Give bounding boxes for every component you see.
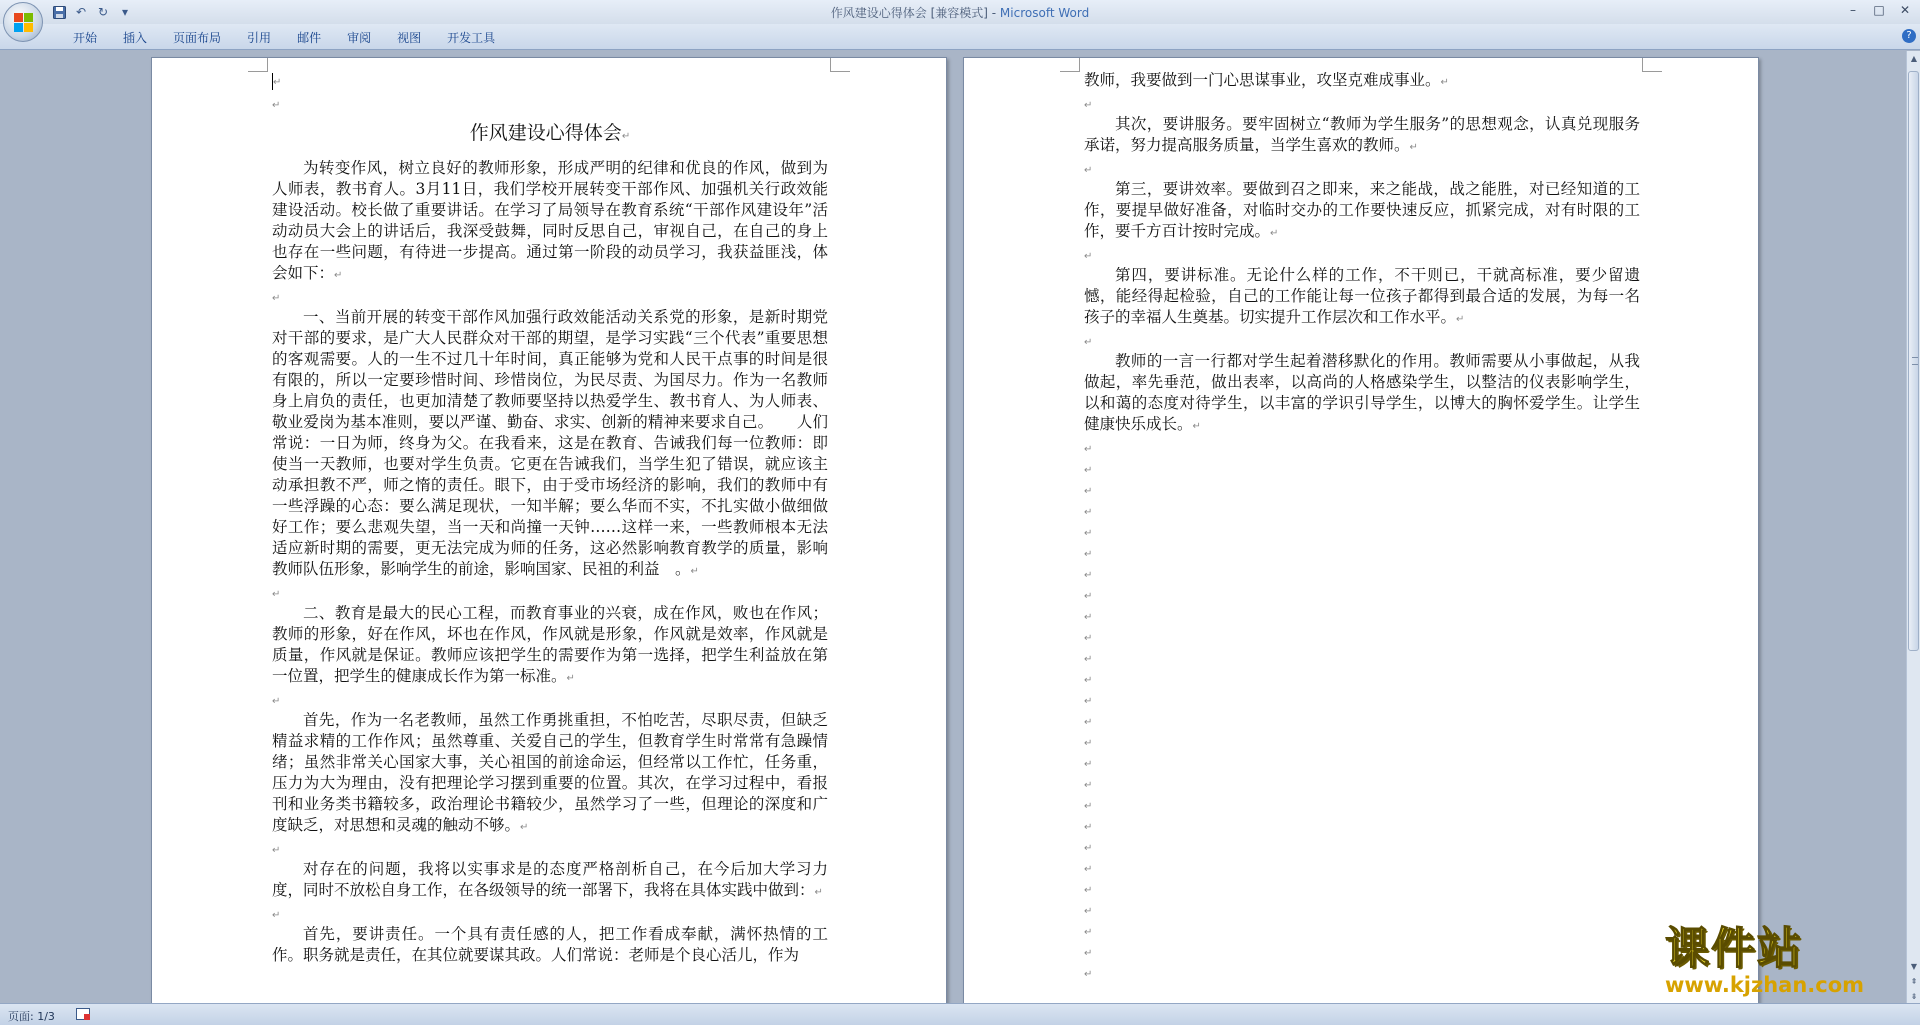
- tab-view[interactable]: 视图: [397, 31, 422, 45]
- margin-corner-mark: [830, 58, 850, 72]
- paragraph-mark: ↵: [1084, 822, 1093, 833]
- paragraph-mark: ↵: [814, 887, 823, 898]
- tab-references[interactable]: 引用: [247, 31, 272, 45]
- paragraph-text: 第四，要讲标准。无论什么样的工作，不干则已，干就高标准，要少留遗憾，能经得起检验，自己的工作能让每一位孩子都得到最合适的发展，为每一名孩子的幸福人生奠基。切实提升工作层次和工作水平。: [1084, 266, 1640, 326]
- empty-paragraph: [1084, 962, 1640, 983]
- paragraph: [272, 924, 828, 966]
- help-icon[interactable]: ?: [1902, 29, 1916, 43]
- document-title: 作风建设心得体会 [兼容模式] -: [830, 6, 1000, 20]
- status-bar: [0, 1003, 1920, 1025]
- proofing-error-icon[interactable]: [76, 1008, 90, 1020]
- paragraph-mark: ↵: [1084, 906, 1093, 917]
- empty-paragraph: [1084, 563, 1640, 584]
- paragraph-mark: ↵: [1084, 864, 1093, 875]
- title-text: 作风建设心得体会: [469, 122, 622, 144]
- paragraph-mark: ↵: [272, 910, 281, 921]
- paragraph-mark: ↵: [1084, 696, 1093, 707]
- tab-insert[interactable]: 插入: [123, 31, 148, 45]
- paragraph-mark: ↵: [273, 77, 282, 88]
- scrollbar-thumb[interactable]: [1908, 71, 1919, 651]
- watermark-site-name: 课件站: [1665, 923, 1803, 974]
- paragraph-mark: ↵: [1084, 927, 1093, 938]
- paragraph-mark: ↵: [1084, 100, 1093, 111]
- empty-paragraph: [1084, 521, 1640, 542]
- paragraph-mark: ↵: [1084, 738, 1093, 749]
- empty-paragraph: [1084, 794, 1640, 815]
- paragraph-mark: ↵: [1084, 969, 1093, 980]
- paragraph-mark: ↵: [272, 845, 281, 856]
- maximize-button[interactable]: □: [1873, 3, 1885, 17]
- tab-mailings[interactable]: 邮件: [297, 31, 322, 45]
- customize-qat-icon[interactable]: ▾: [121, 5, 129, 19]
- document-page-1[interactable]: [151, 57, 947, 1003]
- paragraph-mark: ↵: [1084, 780, 1093, 791]
- paragraph-mark: ↵: [1084, 570, 1093, 581]
- empty-paragraph: [1084, 689, 1640, 710]
- empty-paragraph: [1084, 836, 1640, 857]
- paragraph-mark: ↵: [1084, 528, 1093, 539]
- paragraph: [272, 158, 828, 286]
- empty-paragraph: [1084, 857, 1640, 878]
- margin-corner-mark: [1060, 58, 1080, 72]
- grip-icon: [1912, 357, 1918, 365]
- empty-paragraph: [1084, 752, 1640, 773]
- next-page-icon[interactable]: ⇟: [1910, 991, 1918, 1001]
- empty-paragraph: [1084, 500, 1640, 521]
- empty-paragraph: [1084, 878, 1640, 899]
- paragraph-mark: ↵: [621, 131, 631, 142]
- document-workspace: [0, 51, 1906, 1003]
- minimize-button[interactable]: –: [1850, 3, 1856, 17]
- paragraph-mark: ↵: [1084, 885, 1093, 896]
- paragraph-mark: ↵: [1084, 251, 1093, 262]
- scroll-up-icon[interactable]: ▲: [1910, 53, 1918, 63]
- page-2-body[interactable]: [1084, 70, 1640, 983]
- tab-home[interactable]: 开始: [73, 31, 98, 45]
- paragraph-text: 首先，作为一名老教师，虽然工作勇挑重担，不怕吃苦，尽职尽责，但缺乏精益求精的工作作风；虽然尊重、关爱自己的学生，但教育学生时常常有急躁情绪；虽然非常关心国家大事，关心祖国的前途命运，但经常以工作忙，任务重，压力为大为理由，没有把理论学习摆到重要的位置。其次，在学习过程中，看报刊和业务类书籍较多，政治理论书籍较少，虽然学习了一些，但理论的深度和广度缺乏，对思想和灵魂的触动不够。: [272, 711, 828, 834]
- empty-paragraph: [1084, 731, 1640, 752]
- paragraph-text: 其次，要讲服务。要牢固树立“教师为学生服务”的思想观念，认真兑现服务承诺，努力提高服务质量，当学生喜欢的教师。: [1084, 115, 1640, 154]
- empty-paragraph: [1084, 626, 1640, 647]
- window-title: [0, 4, 1920, 21]
- paragraph-mark: ↵: [1084, 591, 1093, 602]
- document-page-2[interactable]: [963, 57, 1759, 1003]
- paragraph: [1084, 351, 1640, 437]
- empty-paragraph: [1084, 542, 1640, 563]
- paragraph-text: 二、教育是最大的民心工程，而教育事业的兴衰，成在作风，败也在作风；教师的形象，好在作风，坏也在作风，作风就是形象，作风就是效率，作风就是质量，作风就是保证。教师应该把学生的需要作为第一选择，把学生利益放在第一位置，把学生的健康成长作为第一标准。: [272, 604, 828, 685]
- paragraph: [272, 307, 828, 582]
- empty-paragraph: [1084, 773, 1640, 794]
- margin-corner-mark: [248, 58, 268, 72]
- title-bar: [0, 0, 1920, 24]
- tab-developer[interactable]: 开发工具: [447, 31, 496, 45]
- paragraph-mark: ↵: [272, 696, 281, 707]
- empty-paragraph: [1084, 479, 1640, 500]
- undo-icon[interactable]: ↶: [75, 5, 87, 19]
- document-title-heading: [272, 118, 828, 152]
- paragraph-text: 为转变作风，树立良好的教师形象，形成严明的纪律和优良的作风，做到为人师表，教书育人。3月11日，我们学校开展转变干部作风、加强机关行政效能建设活动。校长做了重要讲话。在学习了局领导在教育系统“干部作风建设年”活动动员大会上的讲话后，我深受鼓舞，同时反思自己，审视自己，在自己的身上也存在一些问题，有待进一步提高。通过第一阶段的动员学习，我获益匪浅，体会如下：: [272, 159, 828, 282]
- paragraph-mark: ↵: [1270, 228, 1279, 239]
- paragraph-mark: ↵: [1084, 165, 1093, 176]
- vertical-scrollbar[interactable]: [1906, 51, 1920, 1003]
- close-button[interactable]: ✕: [1899, 3, 1911, 17]
- paragraph-mark: ↵: [1409, 142, 1418, 153]
- tab-review[interactable]: 审阅: [347, 31, 372, 45]
- paragraph: [272, 603, 828, 689]
- paragraph-mark: ↵: [1084, 337, 1093, 348]
- empty-paragraph: [1084, 605, 1640, 626]
- paragraph-mark: ↵: [1084, 843, 1093, 854]
- empty-paragraph: [1084, 899, 1640, 920]
- paragraph: [1084, 114, 1640, 158]
- empty-paragraph: [1084, 458, 1640, 479]
- empty-paragraph: [1084, 815, 1640, 836]
- tab-page-layout[interactable]: 页面布局: [173, 31, 222, 45]
- paragraph-mark: ↵: [1084, 507, 1093, 518]
- window-controls: [1840, 0, 1918, 20]
- ribbon-tabs: [60, 29, 508, 47]
- paragraph-text: 第三，要讲效率。要做到召之即来，来之能战，战之能胜，对已经知道的工作，要提早做好准备，对临时交办的工作要快速反应，抓紧完成，对有时限的工作，要千方百计按时完成。: [1084, 180, 1640, 240]
- paragraph-text: 首先，要讲责任。一个具有责任感的人，把工作看成奉献，满怀热情的工作。职务就是责任，在其位就要谋其政。人们常说：老师是个良心活儿，作为: [272, 925, 828, 964]
- margin-corner-mark: [1642, 58, 1662, 72]
- office-logo-icon: [14, 13, 34, 33]
- empty-paragraph: [1084, 920, 1640, 941]
- paragraph-text: 对存在的问题，我将以实事求是的态度严格剖析自己，在今后加大学习力度，同时不放松自身工作，在各级领导的统一部署下，我将在具体实践中做到：: [272, 860, 828, 899]
- paragraph-mark: ↵: [272, 100, 281, 111]
- paragraph-mark: ↵: [566, 673, 575, 684]
- empty-paragraph-list: [1084, 437, 1640, 983]
- empty-paragraph: [1084, 437, 1640, 458]
- paragraph-mark: ↵: [1084, 633, 1093, 644]
- paragraph: [272, 710, 828, 838]
- redo-icon[interactable]: ↻: [97, 5, 109, 19]
- paragraph-mark: ↵: [1084, 486, 1093, 497]
- previous-page-icon[interactable]: ⇞: [1910, 976, 1918, 986]
- paragraph-mark: ↵: [272, 293, 281, 304]
- paragraph-mark: ↵: [1084, 801, 1093, 812]
- empty-paragraph: [1084, 668, 1640, 689]
- paragraph-mark: ↵: [1084, 717, 1093, 728]
- paragraph-mark: ↵: [1084, 444, 1093, 455]
- paragraph-mark: ↵: [1084, 654, 1093, 665]
- watermark-url: www.kjzhan.com: [1665, 973, 1865, 997]
- empty-paragraph: [1084, 647, 1640, 668]
- empty-paragraph: [1084, 584, 1640, 605]
- paragraph-text: 一、当前开展的转变干部作风加强行政效能活动关系党的形象，是新时期党对干部的要求，是广大人民群众对干部的期望，是学习实践“三个代表”重要思想的客观需要。人的一生不过几十年时间，真正能够为党和人民干点事的时间是很有限的，所以一定要珍惜时间、珍惜岗位，为民尽责、为国尽力。作为一名教师身上肩负的责任，也更加清楚了教师要坚持以热爱学生、教书育人、为人师表、敬业爱岗为基本准则，要以严谨、勤奋、求实、创新的精神来要求自己。 人们常说：一日为师，终身为父。在我看来，这是在教育、告诫我们每一位教师：即使当一天教师，也要对学生负责。它更在告诫我们，当学生犯了错误，就应该主动承担教不严，师之惰的责任。眼下，由于受市场经济的影响，我们的教师中有一些浮躁的心态：要么满足现状，一知半解；要么华而不实，不扎实做小做细做好工作；要么悲观失望，当一天和尚撞一天钟……这样一来，一些教师根本无法适应新时期的需要，更无法完成为师的任务，这必然影响教育教学的质量，影响教师队伍形象，影响学生的前途，影响国家、民祖的利益 。: [272, 308, 828, 578]
- site-watermark: [1665, 925, 1915, 1000]
- paragraph-text: 教师，我要做到一门心思谋事业，攻坚克难成事业。: [1084, 71, 1441, 89]
- ribbon-tab-bar: [0, 24, 1920, 50]
- empty-paragraph: [1084, 941, 1640, 962]
- paragraph-mark: ↵: [1456, 314, 1465, 325]
- paragraph-mark: ↵: [1084, 948, 1093, 959]
- paragraph-mark: ↵: [1192, 421, 1201, 432]
- paragraph: [272, 859, 828, 903]
- paragraph-mark: ↵: [1084, 759, 1093, 770]
- paragraph-mark: ↵: [1440, 77, 1449, 88]
- empty-paragraph: [1084, 710, 1640, 731]
- paragraph: [1084, 179, 1640, 244]
- paragraph-mark: ↵: [1084, 675, 1093, 686]
- paragraph-mark: ↵: [520, 822, 529, 833]
- paragraph-text: 教师的一言一行都对学生起着潜移默化的作用。教师需要从小事做起，从我做起，率先垂范，做出表率，以高尚的人格感染学生，以整洁的仪表影响学生，以和蔼的态度对待学生，以丰富的学识引导学生，以博大的胸怀爱学生。让学生健康快乐成长。: [1084, 352, 1640, 433]
- app-name: Microsoft Word: [999, 6, 1090, 20]
- paragraph-mark: ↵: [1084, 612, 1093, 623]
- office-button[interactable]: [3, 2, 43, 42]
- page-number-status[interactable]: 页面: 1/3: [8, 1010, 55, 1023]
- paragraph: [1084, 70, 1640, 93]
- paragraph-mark: ↵: [690, 566, 699, 577]
- paragraph-mark: ↵: [1084, 549, 1093, 560]
- page-1-body[interactable]: [272, 70, 828, 966]
- paragraph-mark: ↵: [1084, 465, 1093, 476]
- paragraph-mark: ↵: [272, 589, 281, 600]
- scroll-down-icon[interactable]: ▼: [1910, 961, 1918, 971]
- paragraph-mark: ↵: [334, 270, 343, 281]
- paragraph: [1084, 265, 1640, 330]
